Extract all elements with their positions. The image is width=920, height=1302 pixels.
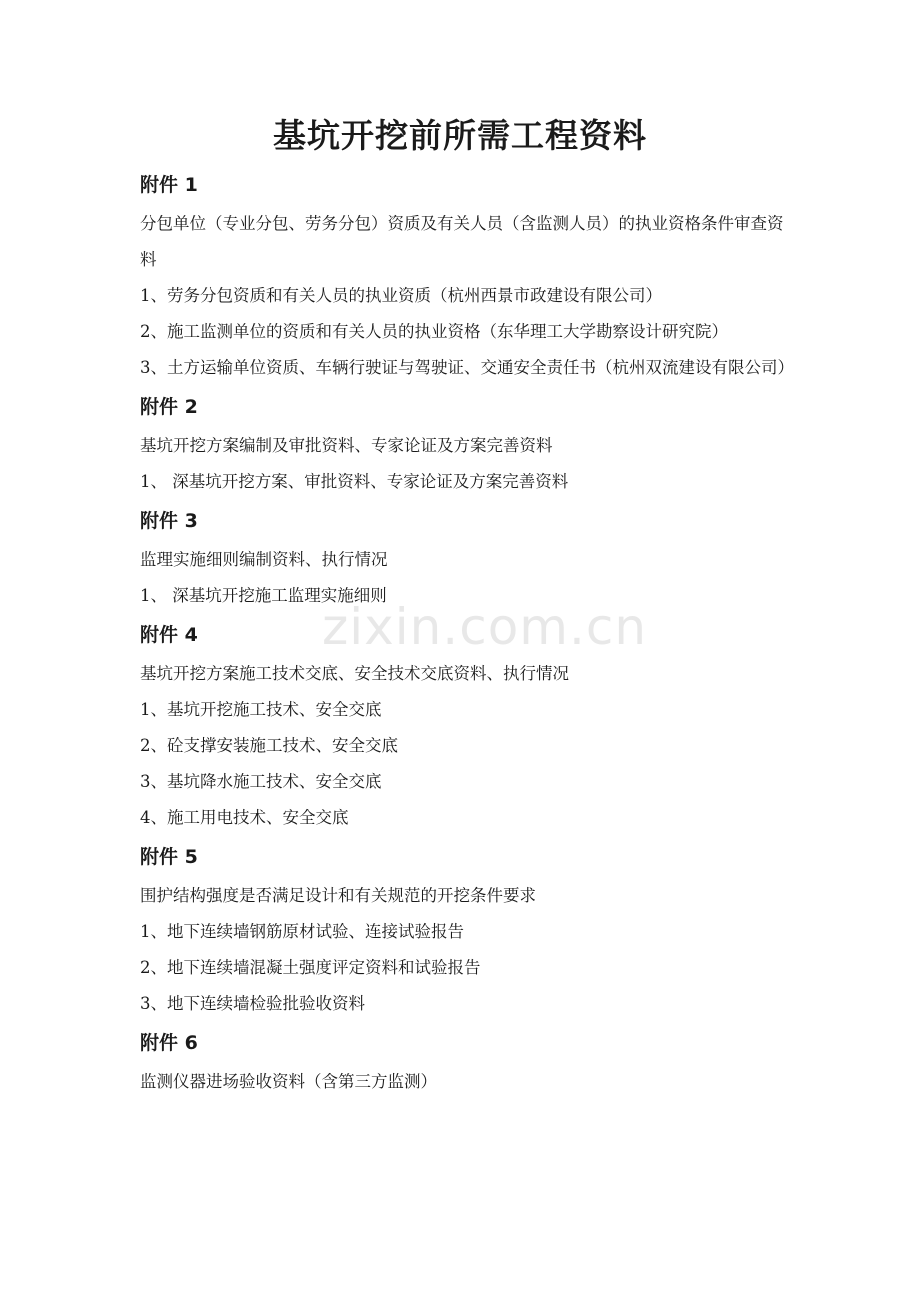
list-item: 1、基坑开挖施工技术、安全交底 — [140, 700, 382, 719]
attachment-description: 监测仪器进场验收资料（含第三方监测） — [140, 1072, 437, 1091]
list-item: 3、土方运输单位资质、车辆行驶证与驾驶证、交通安全责任书（杭州双流建设有限公司） — [140, 358, 794, 377]
list-item: 3、基坑降水施工技术、安全交底 — [140, 772, 382, 791]
list-item: 1、 深基坑开挖施工监理实施细则 — [140, 586, 387, 605]
document-title: 基坑开挖前所需工程资料 — [273, 116, 647, 155]
attachment-description: 围护结构强度是否满足设计和有关规范的开挖条件要求 — [140, 886, 536, 905]
attachment-description: 基坑开挖方案编制及审批资料、专家论证及方案完善资料 — [140, 436, 553, 455]
attachment-heading: 附件 2 — [140, 396, 198, 418]
list-item: 2、施工监测单位的资质和有关人员的执业资格（东华理工大学勘察设计研究院） — [140, 322, 728, 341]
attachment-1 — [140, 164, 794, 386]
attachment-description: 分包单位（专业分包、劳务分包）资质及有关人员（含监测人员）的执业资格条件审查资料 — [140, 214, 784, 269]
list-item: 1、劳务分包资质和有关人员的执业资质（杭州西景市政建设有限公司） — [140, 286, 662, 305]
list-item: 1、地下连续墙钢筋原材试验、连接试验报告 — [140, 922, 464, 941]
attachment-5 — [140, 836, 790, 1022]
list-item: 2、砼支撑安装施工技术、安全交底 — [140, 736, 398, 755]
list-item: 1、 深基坑开挖方案、审批资料、专家论证及方案完善资料 — [140, 472, 569, 491]
attachment-heading: 附件 6 — [140, 1032, 198, 1054]
watermark: zixin.com.cn — [322, 598, 648, 656]
list-item: 2、地下连续墙混凝土强度评定资料和试验报告 — [140, 958, 481, 977]
attachment-3 — [140, 500, 790, 614]
document-body — [140, 164, 794, 1100]
attachment-heading: 附件 3 — [140, 510, 198, 532]
attachment-description: 监理实施细则编制资料、执行情况 — [140, 550, 388, 569]
attachment-heading: 附件 1 — [140, 174, 198, 196]
attachment-description: 基坑开挖方案施工技术交底、安全技术交底资料、执行情况 — [140, 664, 569, 683]
attachment-heading: 附件 5 — [140, 846, 198, 868]
attachment-heading: 附件 4 — [140, 624, 198, 646]
list-item: 3、地下连续墙检验批验收资料 — [140, 994, 365, 1013]
attachment-6 — [140, 1022, 790, 1100]
list-item: 4、施工用电技术、安全交底 — [140, 808, 349, 827]
attachment-2 — [140, 386, 790, 500]
attachment-4 — [140, 614, 790, 836]
